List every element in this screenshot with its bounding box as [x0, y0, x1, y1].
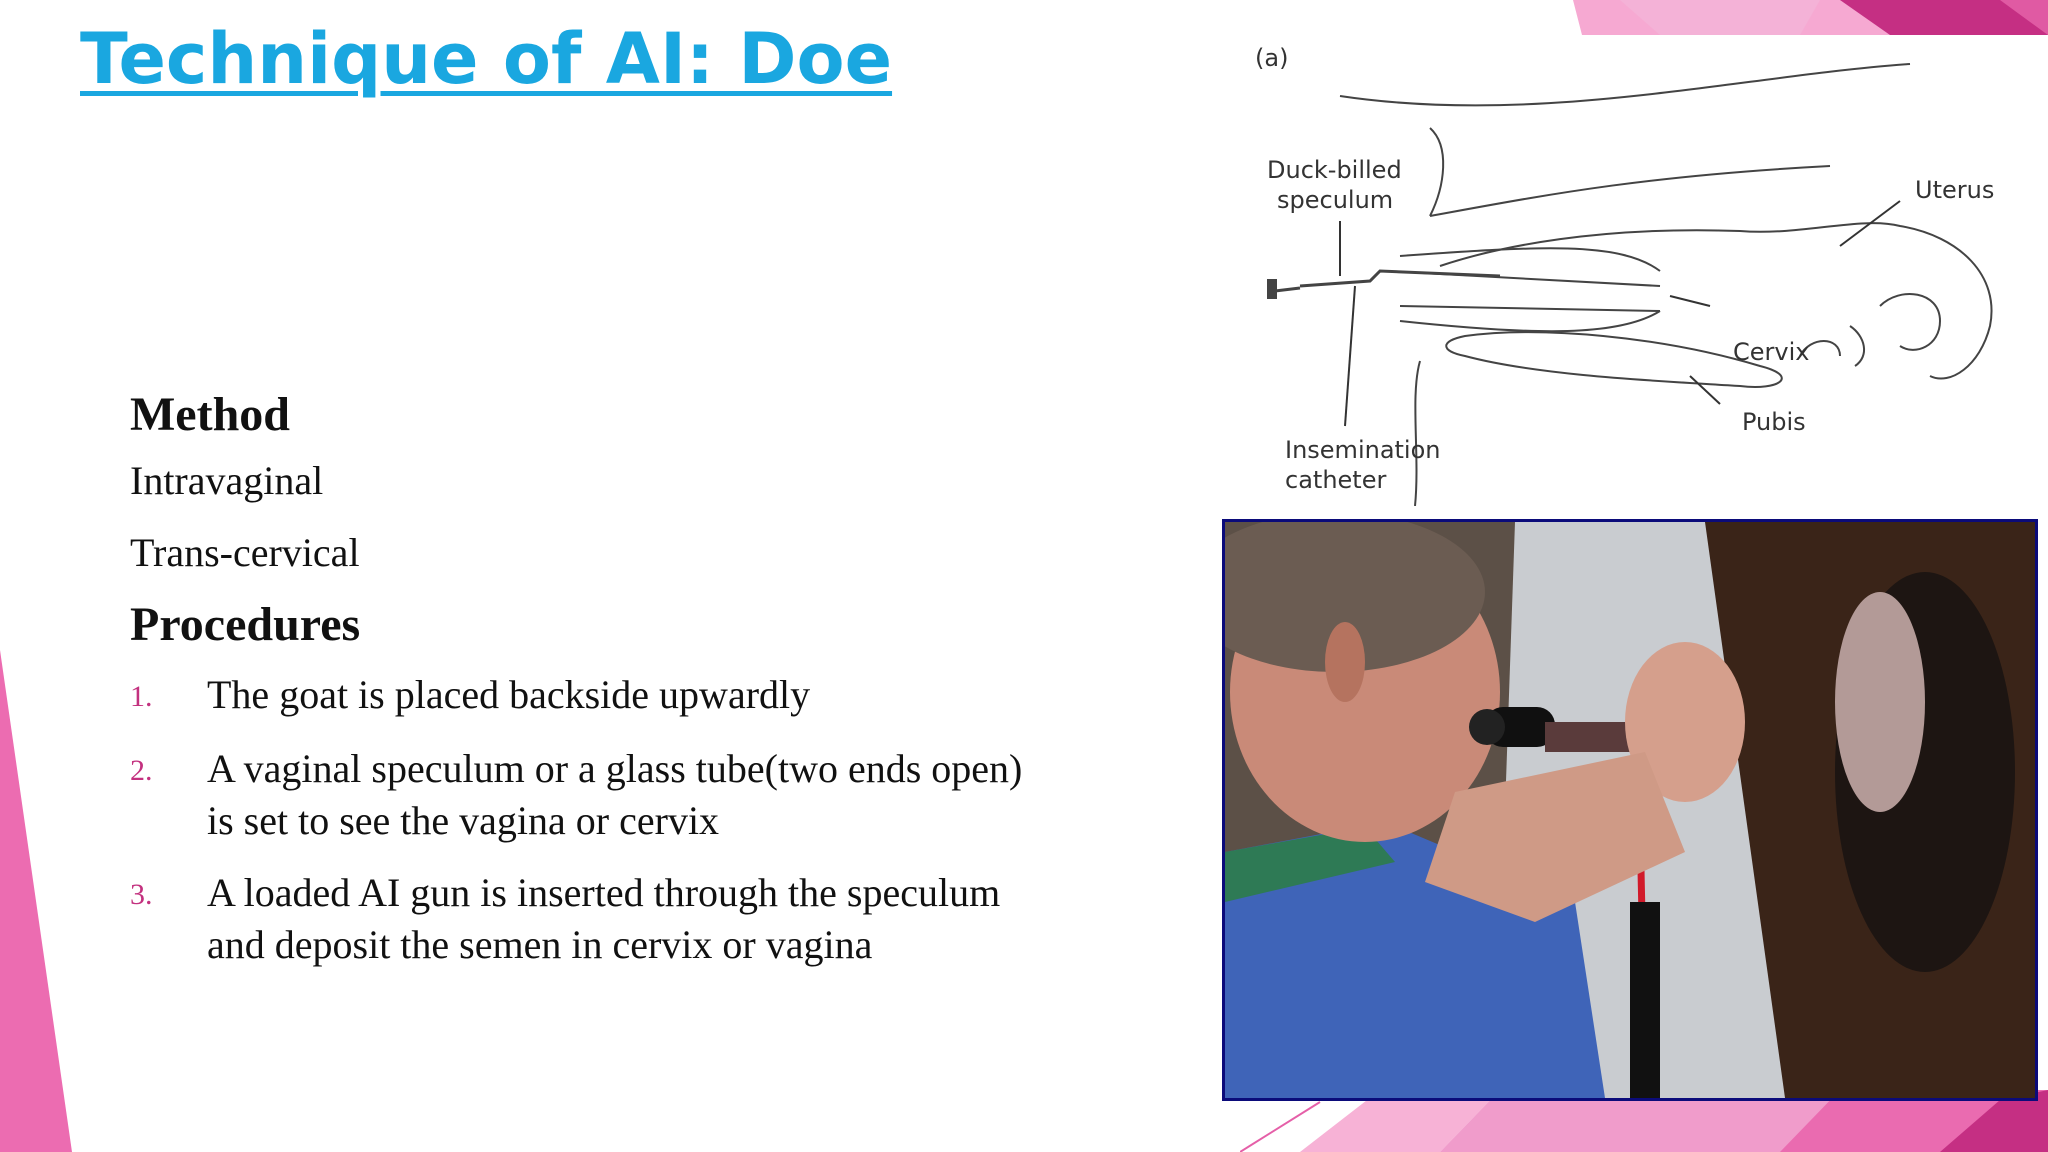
- label-catheter-line2: catheter: [1285, 466, 1387, 494]
- label-speculum-line1: Duck-billed: [1267, 156, 1402, 184]
- procedures-list: [130, 669, 1110, 971]
- label-catheter-line1: Insemination: [1285, 436, 1441, 464]
- list-item: [130, 867, 1110, 971]
- list-text: [207, 669, 1110, 723]
- slide-body: [130, 385, 1110, 991]
- list-number: 1.: [130, 680, 153, 713]
- corner-decoration-top-right: [1560, 0, 2048, 40]
- list-item: [130, 669, 1110, 723]
- label-pubis: Pubis: [1742, 408, 1806, 436]
- list-text: [207, 867, 1110, 971]
- list-text-line: is set to see the vagina or cervix: [207, 798, 720, 843]
- list-text-line: A loaded AI gun is inserted through the speculum: [207, 870, 1001, 915]
- label-speculum-line2: speculum: [1277, 186, 1394, 214]
- anatomy-diagram: [1240, 36, 2020, 506]
- method-intravaginal: Intravaginal: [130, 458, 324, 503]
- label-cervix: Cervix: [1733, 338, 1810, 366]
- slide-title: Technique of AI: Doe: [80, 18, 893, 100]
- method-trans-cervical: Trans-cervical: [130, 530, 360, 575]
- list-text-line: The goat is placed backside upwardly: [207, 672, 811, 717]
- diagram-panel-label: (a): [1255, 44, 1289, 72]
- label-uterus: Uterus: [1915, 176, 1995, 204]
- procedure-photo: [1222, 519, 2038, 1101]
- procedure-photo-illustration: [1225, 522, 2035, 1098]
- list-text-line: and deposit the semen in cervix or vagina: [207, 922, 873, 967]
- list-text-line: A vaginal speculum or a glass tube(two ends open): [207, 746, 1023, 791]
- list-number: 2.: [130, 754, 153, 787]
- procedures-heading: Procedures: [130, 598, 361, 651]
- list-item: [130, 743, 1110, 847]
- list-number: 3.: [130, 878, 153, 911]
- method-heading: Method: [130, 388, 290, 441]
- corner-decoration-left: [0, 650, 80, 1152]
- list-text: [207, 743, 1110, 847]
